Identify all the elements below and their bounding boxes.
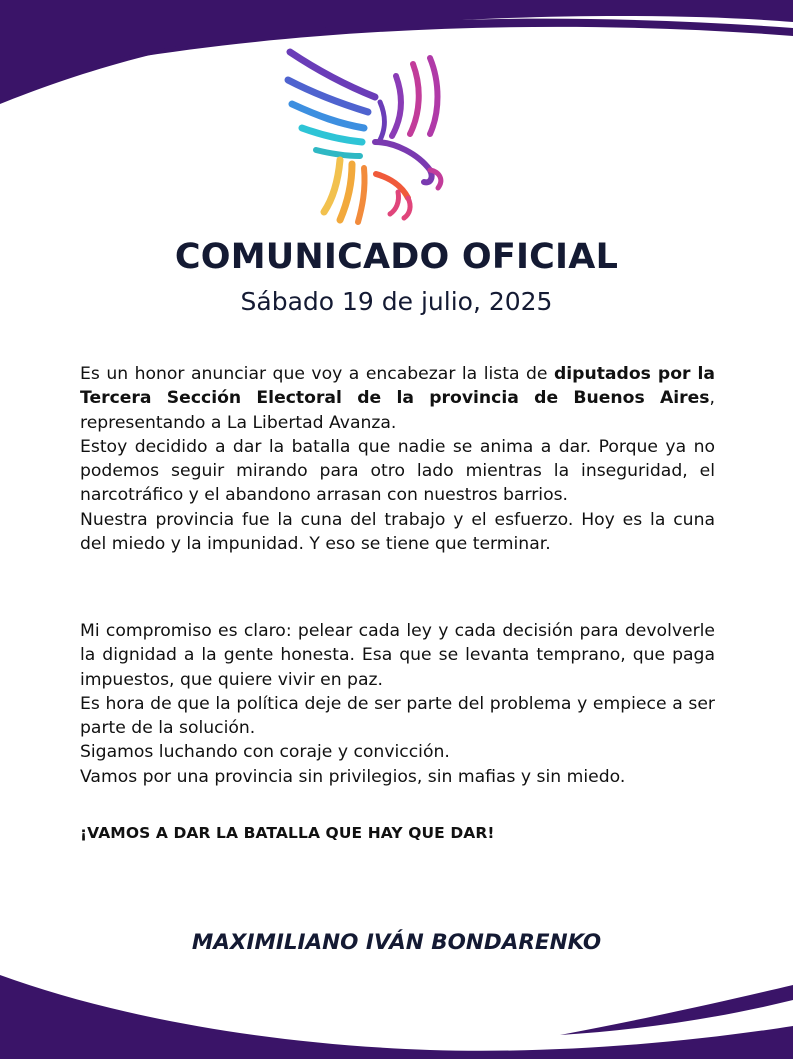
paragraph-politics: Es hora de que la política deje de ser parte del problema y empiece a ser parte de la solución. bbox=[80, 693, 715, 739]
call-to-action: ¡VAMOS A DAR LA BATALLA QUE HAY QUE DAR! bbox=[80, 824, 495, 842]
announcement-bold: diputados por la Tercera Sección Electoral de la provincia de Buenos Aires bbox=[80, 364, 716, 409]
announcement-tail: , representando a La Libertad Avanza. bbox=[80, 388, 715, 433]
body-section-1 bbox=[80, 362, 715, 556]
date-line: Sábado 19 de julio, 2025 bbox=[240, 287, 553, 316]
rainbow-eagle-icon bbox=[280, 42, 455, 230]
paragraph-announcement bbox=[80, 362, 715, 435]
paragraph-province: Nuestra provincia fue la cuna del trabajo y el esfuerzo. Hoy es la cuna del miedo y la impunidad. Y eso se tiene que terminar. bbox=[80, 509, 715, 555]
paragraph-province-free: Vamos por una provincia sin privilegios, sin mafias y sin miedo. bbox=[80, 766, 626, 787]
body-section-2 bbox=[80, 619, 715, 789]
bottom-swoosh-right bbox=[560, 985, 793, 1035]
paragraph-courage: Sigamos luchando con coraje y convicción. bbox=[80, 742, 450, 763]
signature-name: MAXIMILIANO IVÁN BONDARENKO bbox=[191, 930, 602, 955]
announcement-lead: Es un honor anunciar que voy a encabezar la lista de bbox=[80, 364, 554, 384]
paragraph-battle: Estoy decidido a dar la batalla que nadie se anima a dar. Porque ya no podemos seguir mirando para otro lado mientras la inseguridad, el narcotráfico y el abandono arrasan con nuestros barrios. bbox=[80, 436, 715, 506]
paragraph-commitment: Mi compromiso es claro: pelear cada ley y cada decisión para devolverle la dignidad a la gente honesta. Esa que se levanta temprano, que paga impuestos, que quiere vivir en paz. bbox=[80, 621, 715, 690]
page-title: COMUNICADO OFICIAL bbox=[174, 237, 619, 277]
